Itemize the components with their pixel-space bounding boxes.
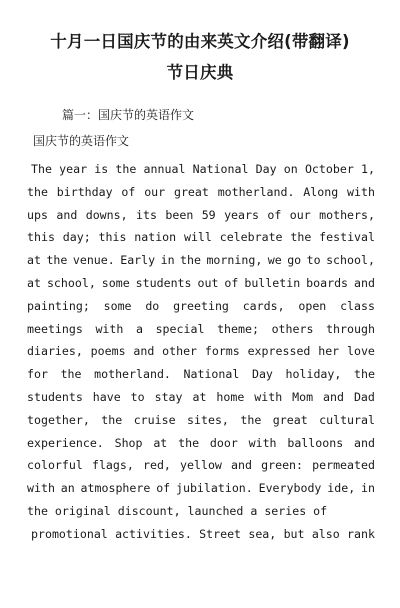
section-label: 篇一：国庆节的英语作文 xyxy=(62,108,195,122)
body-line: at the venue. Early in the morning, we go to school, xyxy=(27,253,375,268)
body-line: experience. Shop at the door with balloons and xyxy=(27,435,375,450)
body-line: together, the cruise sites, the great cultural xyxy=(27,412,375,427)
document-title-line-2: 节日庆典 xyxy=(166,63,234,82)
essay-body xyxy=(27,158,375,546)
body-line: promotional activities. Street sea, but also rank xyxy=(31,526,375,541)
body-line: with an atmosphere of jubilation. Everybody ide, in xyxy=(27,481,375,496)
body-line: students have to stay at home with Mom and Dad xyxy=(27,389,375,404)
body-line: at school, some students out of bulletin boards and xyxy=(27,275,375,290)
body-line: colorful flags, red, yellow and green: permeated xyxy=(27,458,375,473)
body-line: for the motherland. National Day holiday, the xyxy=(27,367,375,382)
body-line: The year is the annual National Day on October 1, xyxy=(31,162,375,176)
body-line: meetings with a special theme; others through xyxy=(27,321,375,336)
essay-subheading: 国庆节的英语作文 xyxy=(33,134,130,148)
body-line: ups and downs, its been 59 years of our mothers, xyxy=(27,207,375,222)
body-line: diaries, poems and other forms expressed her love xyxy=(27,344,375,359)
document-title-line-1: 十月一日国庆节的由来英文介绍(带翻译) xyxy=(50,32,350,51)
body-line: the birthday of our great motherland. Along with xyxy=(27,184,375,199)
body-line: painting; some do greeting cards, open class xyxy=(27,298,375,313)
body-line: this day; this nation will celebrate the festival xyxy=(27,230,375,245)
body-line: the original discount, launched a series of xyxy=(27,503,328,518)
